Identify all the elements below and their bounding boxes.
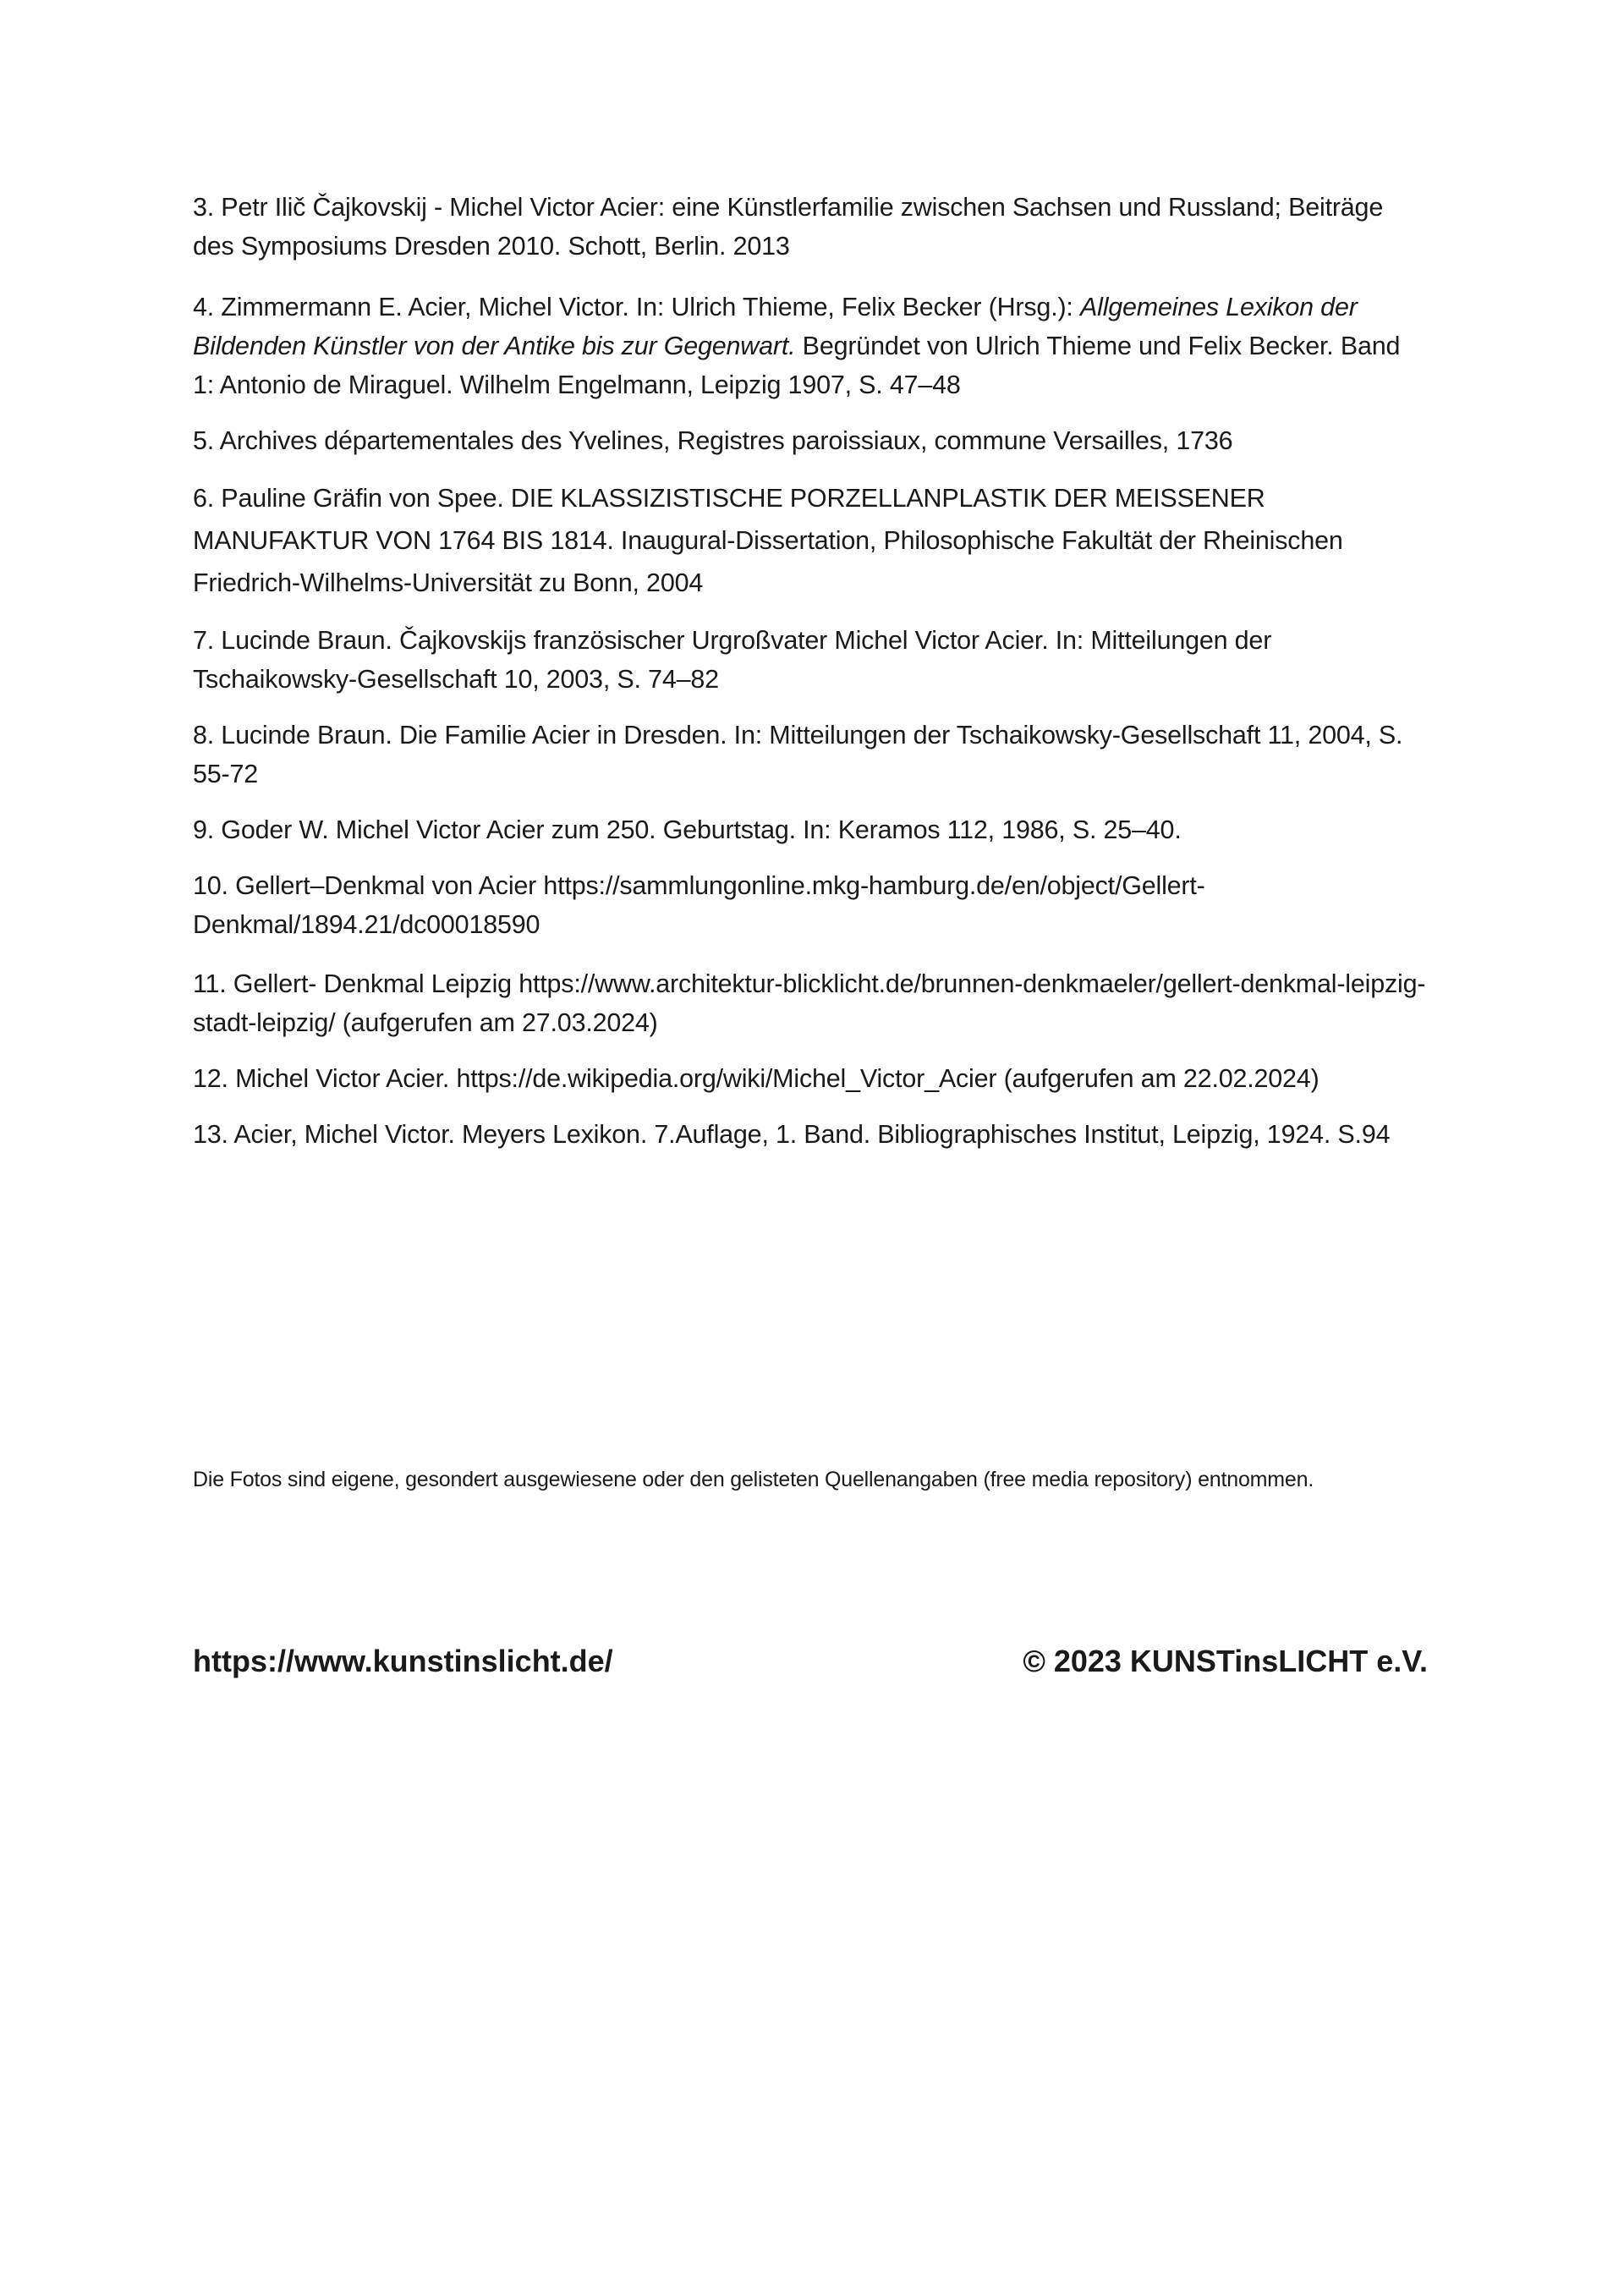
- reference-item: 11. Gellert- Denkmal Leipzig https://www.architektur-blicklicht.de/brunnen-denkmaeler/gellert-denkmal-leipzig-stadt-leipzig/ (aufgerufen am 27.03.2024): [193, 969, 1426, 1037]
- reference-item: 12. Michel Victor Acier. https://de.wikipedia.org/wiki/Michel_Victor_Acier (aufgerufen am 22.02.2024): [193, 1064, 1320, 1093]
- reference-item: 5. Archives départementales des Yvelines, Registres paroissiaux, commune Versailles, 1736: [193, 426, 1233, 455]
- photo-credits-note: Die Fotos sind eigene, gesondert ausgewiesene oder den gelisteten Quellenangaben (free media repository) entnommen.: [193, 1468, 1314, 1491]
- reference-text: Begründet von Ulrich Thieme und Felix Becker. Band 1: Antonio de Miraguel. Wilhelm Engelmann, Leipzig 1907, S. 47–48: [193, 332, 1401, 399]
- reference-text: 4. Zimmermann E. Acier, Michel Victor. In: Ulrich Thieme, Felix Becker (Hrsg.):: [193, 293, 1080, 321]
- reference-item: 7. Lucinde Braun. Čajkovskijs französischer Urgroßvater Michel Victor Acier. In: Mitteilungen der Tschaikowsky-Gesellschaft 10, 2003, S. 74–82: [193, 626, 1272, 694]
- website-link[interactable]: https://www.kunstinslicht.de/: [193, 1644, 613, 1678]
- reference-list: [193, 188, 1428, 1154]
- reference-item: 10. Gellert–Denkmal von Acier https://sammlungonline.mkg-hamburg.de/en/object/Gellert-Denkmal/1894.21/dc00018590: [193, 871, 1205, 939]
- reference-item: [193, 288, 1428, 404]
- reference-item: 8. Lucinde Braun. Die Familie Acier in Dresden. In: Mitteilungen der Tschaikowsky-Gesellschaft 11, 2004, S. 55-72: [193, 721, 1403, 788]
- reference-item: 6. Pauline Gräfin von Spee. DIE KLASSIZISTISCHE PORZELLANPLASTIK DER MEISSENER MANUFAKTUR VON 1764 BIS 1814. Inaugural-Dissertation, Philosophische Fakultät der Rheinischen Friedrich-Wilhelms-Universität zu Bonn, 2004: [193, 484, 1343, 597]
- reference-item: 13. Acier, Michel Victor. Meyers Lexikon. 7.Auflage, 1. Band. Bibliographisches Institut, Leipzig, 1924. S.94: [193, 1120, 1391, 1149]
- reference-item: 3. Petr Ilič Čajkovskij - Michel Victor Acier: eine Künstlerfamilie zwischen Sachsen und Russland; Beiträge des Symposiums Dresden 2010. Schott, Berlin. 2013: [193, 193, 1384, 261]
- copyright-notice: © 2023 KUNSTinsLICHT e.V.: [1023, 1644, 1428, 1678]
- reference-title-italic: Allgemeines Lexikon der Bildenden Künstler von der Antike bis zur Gegenwart.: [193, 293, 1358, 360]
- page-footer: [193, 1636, 1428, 1687]
- reference-item: 9. Goder W. Michel Victor Acier zum 250. Geburtstag. In: Keramos 112, 1986, S. 25–40.: [193, 815, 1182, 844]
